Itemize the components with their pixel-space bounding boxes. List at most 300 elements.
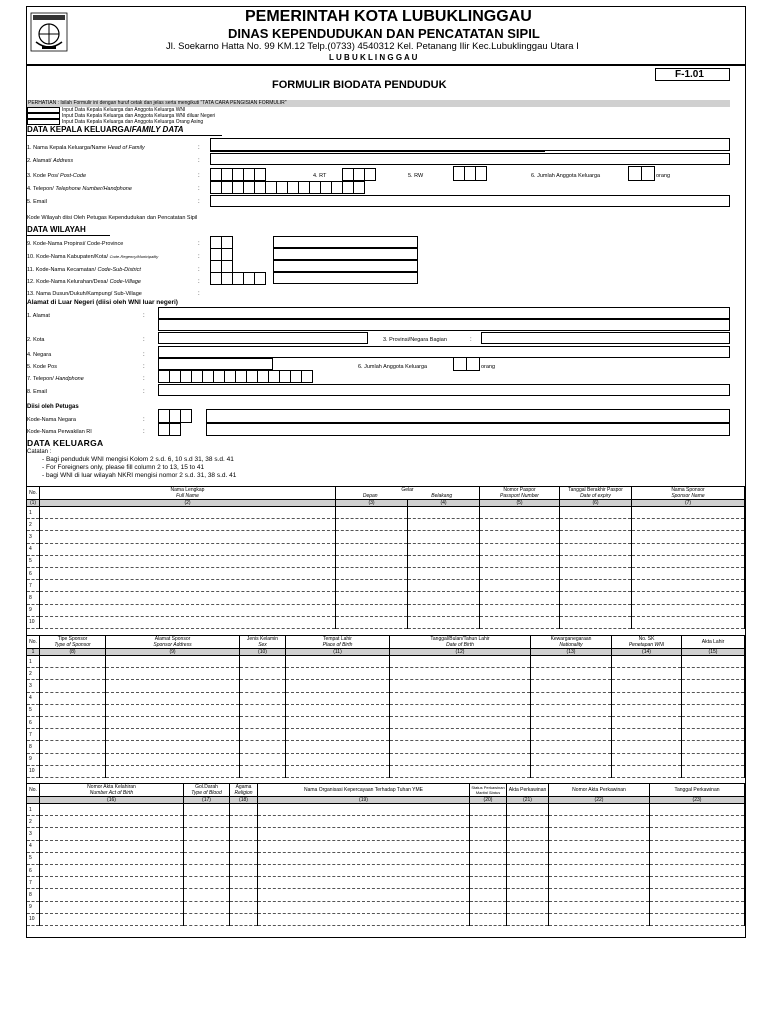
regency-label: 10. Kode-Nama Kabupaten/Kota/ Code-Regency/Municipality	[27, 254, 159, 260]
table-cell[interactable]	[408, 592, 480, 604]
table-cell[interactable]	[40, 804, 184, 816]
postcode-label: 3. Kode Pos/ Post-Code	[27, 173, 87, 179]
table-cell[interactable]	[106, 680, 240, 692]
table-cell[interactable]	[650, 828, 745, 840]
table-cell[interactable]	[480, 567, 560, 579]
table-cell[interactable]	[106, 729, 240, 741]
row-number: 3	[27, 680, 40, 692]
abroad-phone-cells[interactable]	[158, 370, 312, 383]
table-cell[interactable]	[230, 804, 258, 816]
table-cell[interactable]	[230, 852, 258, 864]
table-cell[interactable]	[240, 692, 286, 704]
table-cell[interactable]	[286, 668, 390, 680]
table-row	[27, 531, 745, 543]
table-cell[interactable]	[106, 716, 240, 728]
table-cell[interactable]	[40, 704, 106, 716]
table-cell[interactable]	[682, 729, 745, 741]
family-table-2: No. Tipe Sponsor Type of Sponsor Alamat Sponsor Sponsor Address Jenis Kelamin Sex Tempat Lahir Place of Birth Tanggal/Bulan/Tahun Lahir Date of Birth Kewarganegaraan Nationality No. SK Penetapan WNI Akta Lahir 1 (8) (9) (10) (11) (12) (13) (14) (15) 1 2 3 4 5 6 7 8 9 10	[26, 635, 745, 778]
table-cell[interactable]	[560, 580, 632, 592]
table-cell[interactable]	[240, 753, 286, 765]
family-count-label: 6. Jumlah Anggota Keluarga	[531, 173, 601, 179]
table-cell[interactable]	[230, 816, 258, 828]
table-cell[interactable]	[286, 704, 390, 716]
table-cell[interactable]	[40, 716, 106, 728]
table-cell[interactable]	[336, 592, 408, 604]
table-cell[interactable]	[336, 604, 408, 616]
table-cell[interactable]	[40, 555, 336, 567]
table-row	[27, 519, 745, 531]
table-cell[interactable]	[632, 604, 745, 616]
table-cell[interactable]	[612, 692, 682, 704]
abroad-country-label: 4. Negara	[27, 352, 52, 358]
region-code-note: Kode Wilayah diisi Oleh Petugas Kependudukan dan Pencatatan Sipil	[27, 215, 198, 221]
table-cell[interactable]	[40, 765, 106, 777]
table-cell[interactable]	[390, 692, 531, 704]
postcode-cells[interactable]	[210, 168, 265, 181]
table-cell[interactable]	[507, 889, 549, 901]
row-number: 6	[27, 864, 40, 876]
table-cell[interactable]	[106, 741, 240, 753]
table-cell[interactable]	[650, 864, 745, 876]
table-row	[27, 913, 745, 925]
table-cell[interactable]	[408, 519, 480, 531]
table-cell[interactable]	[560, 604, 632, 616]
table-cell[interactable]	[507, 864, 549, 876]
table-cell[interactable]	[531, 692, 612, 704]
family-section-title: DATA KEPALA KELUARGA/FAMILY DATA	[27, 125, 184, 134]
head-name-input[interactable]	[210, 138, 730, 151]
table-cell[interactable]	[184, 913, 230, 925]
table-cell[interactable]	[549, 852, 650, 864]
table-cell[interactable]	[390, 729, 531, 741]
table-cell[interactable]	[531, 741, 612, 753]
mission-code-label: Kode-Nama Perwakilan RI	[27, 429, 92, 435]
table-cell[interactable]	[612, 656, 682, 668]
table-cell[interactable]	[632, 507, 745, 519]
abroad-address-input-1[interactable]	[158, 307, 730, 319]
table-cell[interactable]	[470, 816, 507, 828]
table-cell[interactable]	[612, 668, 682, 680]
table-cell[interactable]	[240, 680, 286, 692]
table-cell[interactable]	[336, 507, 408, 519]
row-number: 2	[27, 816, 40, 828]
family-count-cells[interactable]	[628, 166, 654, 181]
table-cell[interactable]	[531, 753, 612, 765]
village-name-input[interactable]	[273, 272, 418, 284]
table-cell[interactable]	[560, 616, 632, 628]
table-cell[interactable]	[408, 567, 480, 579]
table-cell[interactable]	[507, 913, 549, 925]
table-cell[interactable]	[531, 668, 612, 680]
table-cell[interactable]	[106, 753, 240, 765]
table-cell[interactable]	[480, 507, 560, 519]
table-cell[interactable]	[184, 864, 230, 876]
table-cell[interactable]	[480, 580, 560, 592]
table-cell[interactable]	[560, 507, 632, 519]
table-cell[interactable]	[40, 852, 184, 864]
table-row	[27, 692, 745, 704]
table-cell[interactable]	[470, 804, 507, 816]
table-cell[interactable]	[286, 716, 390, 728]
table-cell[interactable]	[480, 555, 560, 567]
table-cell[interactable]	[507, 852, 549, 864]
t1-h-title: Gelar Depan Belakang	[336, 487, 480, 500]
table-cell[interactable]	[650, 840, 745, 852]
table-cell[interactable]	[632, 580, 745, 592]
table-cell[interactable]	[682, 692, 745, 704]
table-cell[interactable]	[390, 656, 531, 668]
table-row	[27, 741, 745, 753]
table-cell[interactable]	[650, 877, 745, 889]
mission-name-input[interactable]	[206, 423, 730, 436]
table-cell[interactable]	[507, 877, 549, 889]
table-cell[interactable]	[480, 531, 560, 543]
table-cell[interactable]	[470, 840, 507, 852]
table-cell[interactable]	[258, 913, 470, 925]
table-cell[interactable]	[682, 716, 745, 728]
table-cell[interactable]	[40, 656, 106, 668]
table-cell[interactable]	[40, 543, 336, 555]
row-number: 9	[27, 604, 40, 616]
table-cell[interactable]	[184, 889, 230, 901]
table-cell[interactable]	[682, 668, 745, 680]
table-cell[interactable]	[650, 804, 745, 816]
table-cell[interactable]	[632, 543, 745, 555]
table-cell[interactable]	[106, 765, 240, 777]
rw-cells[interactable]	[453, 166, 486, 181]
table-cell[interactable]	[106, 704, 240, 716]
table-cell[interactable]	[560, 567, 632, 579]
table-cell[interactable]	[507, 828, 549, 840]
table-cell[interactable]	[184, 828, 230, 840]
table-cell[interactable]	[470, 852, 507, 864]
abroad-country-input[interactable]	[158, 346, 730, 358]
province-name-input[interactable]	[273, 236, 418, 248]
table-cell[interactable]	[240, 716, 286, 728]
table-cell[interactable]	[40, 889, 184, 901]
table-cell[interactable]	[549, 840, 650, 852]
table-cell[interactable]	[40, 567, 336, 579]
table-cell[interactable]	[507, 816, 549, 828]
table-cell[interactable]	[632, 616, 745, 628]
table-cell[interactable]	[470, 864, 507, 876]
table-cell[interactable]	[612, 716, 682, 728]
table-cell[interactable]	[408, 616, 480, 628]
row-number: 10	[27, 765, 40, 777]
table-cell[interactable]	[240, 656, 286, 668]
table-cell[interactable]	[612, 680, 682, 692]
table-cell[interactable]	[240, 729, 286, 741]
table-cell[interactable]	[682, 704, 745, 716]
table-cell[interactable]	[408, 543, 480, 555]
table-cell[interactable]	[240, 765, 286, 777]
table-cell[interactable]	[390, 716, 531, 728]
table-cell[interactable]	[184, 816, 230, 828]
table-cell[interactable]	[286, 753, 390, 765]
country-name-input[interactable]	[206, 409, 730, 423]
row-number: 10	[27, 913, 40, 925]
table-cell[interactable]	[632, 567, 745, 579]
table-cell[interactable]	[336, 555, 408, 567]
table-cell[interactable]	[40, 680, 106, 692]
table-cell[interactable]	[560, 543, 632, 555]
table-cell[interactable]	[650, 852, 745, 864]
table-cell[interactable]	[286, 765, 390, 777]
table-cell[interactable]	[40, 519, 336, 531]
abroad-city-input[interactable]	[158, 332, 368, 344]
table-cell[interactable]	[40, 913, 184, 925]
table-cell[interactable]	[650, 913, 745, 925]
row-number: 6	[27, 716, 40, 728]
table-cell[interactable]	[184, 901, 230, 913]
table-cell[interactable]	[286, 656, 390, 668]
table-cell[interactable]	[240, 704, 286, 716]
table-cell[interactable]	[258, 816, 470, 828]
table-cell[interactable]	[612, 741, 682, 753]
address-label: 2. Alamat/ Address	[27, 158, 74, 164]
village-code-cells[interactable]	[210, 272, 265, 285]
table-cell[interactable]	[507, 901, 549, 913]
table-cell[interactable]	[408, 531, 480, 543]
table-cell[interactable]	[470, 828, 507, 840]
note-2: - For Foreigners only, please fill column 2 to 13, 15 to 41	[42, 464, 205, 471]
table-cell[interactable]	[240, 668, 286, 680]
table-cell[interactable]	[286, 729, 390, 741]
head-name-label: 1. Nama Kepala Keluarga/Name Head of Family	[27, 145, 145, 151]
table-cell[interactable]	[258, 828, 470, 840]
abroad-address-input-2[interactable]	[158, 319, 730, 331]
row-number: 2	[27, 519, 40, 531]
mission-code-cells[interactable]	[158, 423, 180, 436]
table-cell[interactable]	[106, 692, 240, 704]
table-cell[interactable]	[531, 716, 612, 728]
table-cell[interactable]	[258, 852, 470, 864]
abroad-postcode-label: 5. Kode Pos	[27, 364, 57, 370]
table-cell[interactable]	[632, 519, 745, 531]
rw-label: 5. RW	[408, 173, 424, 179]
notice-text: PERHATIAN : Isilah Formulir ini dengan huruf cetak dan jelas serta mengikuti "TATA CARA PENGISIAN FORMULIR"	[28, 100, 287, 106]
table-cell[interactable]	[531, 680, 612, 692]
table-cell[interactable]	[682, 680, 745, 692]
table-cell[interactable]	[286, 680, 390, 692]
table-cell[interactable]	[286, 741, 390, 753]
table-cell[interactable]	[480, 592, 560, 604]
abroad-email-input[interactable]	[158, 384, 730, 396]
table-cell[interactable]	[40, 604, 336, 616]
regency-name-input[interactable]	[273, 248, 418, 260]
table-cell[interactable]	[40, 864, 184, 876]
table-cell[interactable]	[390, 704, 531, 716]
table-cell[interactable]	[470, 889, 507, 901]
table-cell[interactable]	[531, 704, 612, 716]
table-cell[interactable]	[632, 555, 745, 567]
table-cell[interactable]	[336, 616, 408, 628]
family-table-3: No. Nomor Akta Kelahiran Number Act of Birth Gol.Darah Type of Blood Agama Religion Nama Organisasi Kepercayaan Terhadap Tuhan YME Status Perkawinan Marital Status Akta Perkawinan Nomor Akta Perkawinan Tanggal Perkawinan (16) (17) (18) (19) (20) (21) (22) (23) 1 2 3 4 5 6 7 8 9 10	[26, 783, 745, 926]
head-name-divider	[210, 151, 545, 152]
table-cell[interactable]	[40, 729, 106, 741]
table-cell[interactable]	[632, 592, 745, 604]
officer-section-title: Diisi oleh Petugas	[27, 404, 79, 410]
table-cell[interactable]	[549, 913, 650, 925]
subvillage-label: 13. Nama Dusun/Dukuh/Kampung/ Sub-Village	[27, 291, 142, 297]
table-cell[interactable]	[184, 852, 230, 864]
table-cell[interactable]	[632, 531, 745, 543]
table-cell[interactable]	[507, 840, 549, 852]
table-cell[interactable]	[40, 877, 184, 889]
country-code-cells[interactable]	[158, 409, 191, 423]
table-cell[interactable]	[507, 804, 549, 816]
table-row	[27, 864, 745, 876]
table-cell[interactable]	[480, 519, 560, 531]
table-cell[interactable]	[480, 543, 560, 555]
table-cell[interactable]	[682, 741, 745, 753]
table-cell[interactable]	[560, 555, 632, 567]
table-cell[interactable]	[258, 864, 470, 876]
table-cell[interactable]	[480, 616, 560, 628]
table-row	[27, 604, 745, 616]
table-cell[interactable]	[258, 889, 470, 901]
table-cell[interactable]	[612, 765, 682, 777]
abroad-province-input[interactable]	[481, 332, 730, 344]
table-cell[interactable]	[470, 901, 507, 913]
phone-cells[interactable]	[210, 181, 364, 194]
table-cell[interactable]	[336, 580, 408, 592]
table-cell[interactable]	[560, 592, 632, 604]
table-cell[interactable]	[390, 680, 531, 692]
table-cell[interactable]	[408, 604, 480, 616]
region-section-title: DATA WILAYAH	[27, 225, 86, 234]
table-cell[interactable]	[390, 765, 531, 777]
row-number: 1	[27, 804, 40, 816]
table-cell[interactable]	[531, 656, 612, 668]
table-cell[interactable]	[40, 753, 106, 765]
district-name-input[interactable]	[273, 260, 418, 272]
table-cell[interactable]	[258, 901, 470, 913]
table-cell[interactable]	[40, 668, 106, 680]
table-cell[interactable]	[40, 592, 336, 604]
table-cell[interactable]	[184, 840, 230, 852]
table-cell[interactable]	[40, 901, 184, 913]
table-row	[27, 889, 745, 901]
table-cell[interactable]	[560, 531, 632, 543]
table-cell[interactable]	[336, 543, 408, 555]
table-cell[interactable]	[549, 804, 650, 816]
table-cell[interactable]	[40, 616, 336, 628]
rt-cells[interactable]	[342, 168, 375, 181]
row-number: 10	[27, 616, 40, 628]
table-row	[27, 543, 745, 555]
table-cell[interactable]	[650, 901, 745, 913]
table-cell[interactable]	[650, 889, 745, 901]
table-cell[interactable]	[549, 816, 650, 828]
option3-label: Input Data Kepala Keluarga dan Anggota Keluarga Orang Asing	[62, 119, 204, 125]
village-label: 12. Kode-Nama Kelurahan/Desa/ Code-Village	[27, 279, 141, 285]
table-row	[27, 804, 745, 816]
row-number: 8	[27, 889, 40, 901]
table-cell[interactable]	[336, 519, 408, 531]
table-cell[interactable]	[470, 877, 507, 889]
table-row	[27, 877, 745, 889]
table-cell[interactable]	[40, 840, 184, 852]
table-cell[interactable]	[230, 840, 258, 852]
table-cell[interactable]	[40, 507, 336, 519]
table-cell[interactable]	[230, 864, 258, 876]
table-cell[interactable]	[531, 765, 612, 777]
table-cell[interactable]	[240, 741, 286, 753]
table-row	[27, 828, 745, 840]
table-cell[interactable]	[230, 828, 258, 840]
table-row	[27, 716, 745, 728]
table-cell[interactable]	[549, 901, 650, 913]
table-cell[interactable]	[40, 692, 106, 704]
table-cell[interactable]	[258, 840, 470, 852]
table-cell[interactable]	[531, 729, 612, 741]
table-cell[interactable]	[549, 828, 650, 840]
table-cell[interactable]	[682, 765, 745, 777]
table-cell[interactable]	[40, 816, 184, 828]
table-cell[interactable]	[106, 668, 240, 680]
table-cell[interactable]	[40, 828, 184, 840]
table-cell[interactable]	[184, 877, 230, 889]
table-cell[interactable]	[408, 580, 480, 592]
form-code: F-1.01	[675, 69, 704, 80]
table-cell[interactable]	[40, 580, 336, 592]
table-cell[interactable]	[408, 507, 480, 519]
table-cell[interactable]	[390, 741, 531, 753]
table-cell[interactable]	[258, 877, 470, 889]
table-cell[interactable]	[480, 604, 560, 616]
table-cell[interactable]	[650, 816, 745, 828]
table-cell[interactable]	[230, 889, 258, 901]
table-cell[interactable]	[612, 704, 682, 716]
table-cell[interactable]	[184, 804, 230, 816]
table-cell[interactable]	[40, 531, 336, 543]
table-cell[interactable]	[230, 877, 258, 889]
table-cell[interactable]	[336, 567, 408, 579]
abroad-postcode-input[interactable]	[158, 358, 273, 370]
table-cell[interactable]	[286, 692, 390, 704]
table-cell[interactable]	[106, 656, 240, 668]
table-cell[interactable]	[682, 753, 745, 765]
country-code-label: Kode-Nama Negara	[27, 417, 76, 423]
table-cell[interactable]	[230, 913, 258, 925]
rt-label: 4. RT	[313, 173, 327, 179]
abroad-family-count-cells[interactable]	[453, 357, 479, 371]
table-cell[interactable]	[40, 741, 106, 753]
family-title-underline	[26, 135, 222, 136]
table-cell[interactable]	[390, 753, 531, 765]
address-input[interactable]	[210, 153, 730, 165]
table-cell[interactable]	[549, 877, 650, 889]
table-cell[interactable]	[408, 555, 480, 567]
table-cell[interactable]	[612, 729, 682, 741]
table-cell[interactable]	[560, 519, 632, 531]
table-cell[interactable]	[390, 668, 531, 680]
table-row	[27, 668, 745, 680]
row-number: 1	[27, 507, 40, 519]
table-row	[27, 555, 745, 567]
table-row	[27, 580, 745, 592]
table-cell[interactable]	[612, 753, 682, 765]
email-input[interactable]	[210, 195, 730, 207]
table-cell[interactable]	[258, 804, 470, 816]
table-cell[interactable]	[549, 864, 650, 876]
table-cell[interactable]	[230, 901, 258, 913]
table-cell[interactable]	[336, 531, 408, 543]
table-cell[interactable]	[549, 889, 650, 901]
table-cell[interactable]	[470, 913, 507, 925]
table-cell[interactable]	[682, 656, 745, 668]
